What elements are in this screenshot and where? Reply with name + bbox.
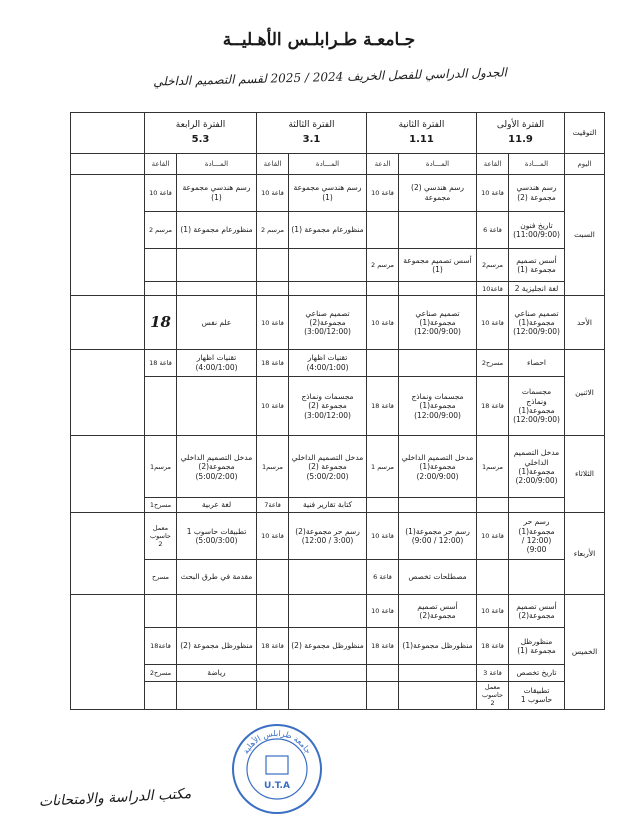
room-cell bbox=[145, 681, 177, 709]
stamp-ring-text: جامعة طرابلس الأهلية bbox=[241, 728, 313, 756]
room-cell: قاعة 10 bbox=[257, 512, 289, 559]
subject-cell bbox=[509, 560, 565, 595]
table-row bbox=[71, 512, 605, 559]
table-row bbox=[71, 436, 605, 498]
room-cell: مسرح2 bbox=[145, 665, 177, 681]
subject-cell: مدخل التصميم الداخلي مجموعة(1) (2:00/9:00) bbox=[399, 436, 477, 498]
subject-cell bbox=[177, 281, 257, 295]
subject-cell bbox=[399, 281, 477, 295]
table-row bbox=[71, 560, 605, 595]
subject-cell bbox=[289, 281, 367, 295]
subject-cell: تصميم صناعي مجموعة(1) (12:00/9:00) bbox=[399, 296, 477, 350]
room-cell: مرسم 2 bbox=[367, 248, 399, 281]
subject-cell: منظورظل مجموعة(1) bbox=[399, 628, 477, 665]
subject-cell: تصميم صناعي مجموعة(2) (3:00/12:00) bbox=[289, 296, 367, 350]
subject-cell: لغة انجليزية 2 bbox=[509, 281, 565, 295]
subject-cell: تاريخ تخصص bbox=[509, 665, 565, 681]
subject-cell bbox=[399, 665, 477, 681]
subject-cell: مجسمات ونماذج مجموعة(1) (12:00/9:00) bbox=[399, 376, 477, 436]
stamp-abbr: U.T.A bbox=[264, 781, 290, 791]
day-tuesday: الثلاثاء bbox=[565, 436, 605, 512]
subject-cell bbox=[177, 376, 257, 436]
subject-cell bbox=[289, 248, 367, 281]
subject-cell: أسس تصميم مجموعة(2) bbox=[399, 595, 477, 628]
subject-cell: مجسمات ونماذج مجموعة(1) (12:00/9:00) bbox=[509, 376, 565, 436]
room-cell: مرسم1 bbox=[145, 436, 177, 498]
subject-cell: تقنيات اظهار (4:00/1:00) bbox=[289, 349, 367, 376]
room-cell: مرسم 2 bbox=[257, 211, 289, 248]
subject-cell: مدخل التصميم الداخلي مجموعة(1) (2:00/9:00) bbox=[509, 436, 565, 498]
room-cell bbox=[257, 681, 289, 709]
room-header: الدعة bbox=[367, 154, 399, 175]
room-cell bbox=[367, 281, 399, 295]
subject-header: المـــادة bbox=[509, 154, 565, 175]
subject-cell: منظورعام مجموعة (1) bbox=[289, 211, 367, 248]
period-1-time: 11.9 bbox=[508, 133, 533, 145]
period-1-name: الفترة الأولى bbox=[496, 119, 545, 130]
room-cell: قاعة 10 bbox=[257, 174, 289, 211]
room-cell: قاعة 18 bbox=[257, 628, 289, 665]
row-spacer bbox=[71, 595, 145, 710]
room-cell bbox=[257, 248, 289, 281]
subject-cell: رسم هندسي (2) مجموعة bbox=[399, 174, 477, 211]
subject-cell: تطبيقات حاسوب 1 bbox=[509, 681, 565, 709]
room-cell: معمل حاسوب 2 bbox=[145, 512, 177, 559]
room-cell: قاعة 10 bbox=[477, 174, 509, 211]
room-cell: مرسم2 bbox=[477, 248, 509, 281]
column-header-row bbox=[71, 154, 605, 175]
room-cell bbox=[145, 281, 177, 295]
subject-cell bbox=[399, 681, 477, 709]
subject-cell: رسم هندسي مجموعة (1) bbox=[289, 174, 367, 211]
room-cell bbox=[367, 498, 399, 512]
table-row bbox=[71, 665, 605, 681]
room-cell bbox=[257, 560, 289, 595]
subject-cell: مدخل التصميم الداخلي مجموعة(2) (5:00/2:00) bbox=[177, 436, 257, 498]
row-spacer bbox=[71, 512, 145, 594]
room-cell: مرسم1 bbox=[257, 436, 289, 498]
subject-cell bbox=[399, 498, 477, 512]
subject-cell bbox=[399, 211, 477, 248]
subject-cell: احصاء bbox=[509, 349, 565, 376]
subject-cell: مجسمات ونماذج مجموعة (2) (3:00/12:00) bbox=[289, 376, 367, 436]
room-cell: قاعة 10 bbox=[367, 296, 399, 350]
room-cell bbox=[367, 211, 399, 248]
room-cell: قاعة 10 bbox=[477, 296, 509, 350]
table-row bbox=[71, 376, 605, 436]
subject-cell: تطبيقات حاسوب 1 (5:00/3:00) bbox=[177, 512, 257, 559]
table-row bbox=[71, 498, 605, 512]
period-2-name: الفترة الثانية bbox=[398, 119, 445, 130]
room-cell bbox=[477, 560, 509, 595]
table-row bbox=[71, 296, 605, 350]
table-row bbox=[71, 595, 605, 628]
room-cell: مسرح bbox=[145, 560, 177, 595]
subject-cell bbox=[177, 681, 257, 709]
room-cell: قاعة 10 bbox=[257, 296, 289, 350]
table-row bbox=[71, 681, 605, 709]
room-cell bbox=[367, 349, 399, 376]
day-thursday: الخميس bbox=[565, 595, 605, 710]
subject-cell: رسم حر مجموعة(2) (3:00 / 12:00) bbox=[289, 512, 367, 559]
room-header: القاعة bbox=[145, 154, 177, 175]
room-cell bbox=[257, 595, 289, 628]
day-saturday: السبت bbox=[565, 174, 605, 296]
subject-cell: رسم حر مجموعة(1) (12:00 / 9:00) bbox=[509, 512, 565, 559]
room-cell bbox=[367, 681, 399, 709]
room-cell-handwritten: 18 bbox=[145, 296, 177, 350]
room-cell: قاعة 3 bbox=[477, 665, 509, 681]
subject-cell bbox=[399, 349, 477, 376]
day-monday: الاثنين bbox=[565, 349, 605, 436]
room-cell: قاعة10 bbox=[477, 281, 509, 295]
room-cell: قاعة 10 bbox=[367, 512, 399, 559]
day-label: اليوم bbox=[565, 154, 605, 175]
room-cell: قاعة 10 bbox=[367, 595, 399, 628]
period-2-time: 1.11 bbox=[409, 133, 434, 145]
subject-cell bbox=[289, 665, 367, 681]
subject-cell: رياضة bbox=[177, 665, 257, 681]
period-1 bbox=[477, 113, 565, 154]
university-title: جـامعـة طـرابلـس الأهـليــة bbox=[222, 30, 416, 50]
subject-cell: منظورعام مجموعة (1) bbox=[177, 211, 257, 248]
subject-cell bbox=[289, 560, 367, 595]
subject-cell bbox=[509, 498, 565, 512]
period-4 bbox=[145, 113, 257, 154]
day-sunday: الأحد bbox=[565, 296, 605, 350]
table-row bbox=[71, 211, 605, 248]
subject-cell bbox=[289, 681, 367, 709]
row-spacer bbox=[71, 349, 145, 436]
room-cell bbox=[257, 665, 289, 681]
room-cell: قاعة 18 bbox=[145, 349, 177, 376]
subject-cell: مقدمة في طرق البحث bbox=[177, 560, 257, 595]
period-3-name: الفترة الثالثة bbox=[288, 119, 335, 130]
subject-header: المـــادة bbox=[177, 154, 257, 175]
subject-cell: أسس تصميم مجموعة(2) bbox=[509, 595, 565, 628]
subject-header: المـــادة bbox=[399, 154, 477, 175]
subject-header: المـــادة bbox=[289, 154, 367, 175]
table-row bbox=[71, 248, 605, 281]
room-cell bbox=[145, 376, 177, 436]
room-cell: مرسم1 bbox=[477, 436, 509, 498]
university-stamp bbox=[230, 722, 324, 816]
subject-cell: رسم حر مجموعة(1) (12:00 / 9:00) bbox=[399, 512, 477, 559]
header-spacer bbox=[71, 113, 145, 154]
room-header: القاعة bbox=[257, 154, 289, 175]
table-row bbox=[71, 628, 605, 665]
subject-cell: كتابة تقارير فنية bbox=[289, 498, 367, 512]
period-4-time: 5.3 bbox=[191, 133, 210, 145]
room-cell: قاعة 6 bbox=[367, 560, 399, 595]
row-spacer bbox=[71, 174, 145, 296]
room-cell: قاعة 6 bbox=[477, 211, 509, 248]
subject-cell: رسم هندسي مجموعة (1) bbox=[177, 174, 257, 211]
subject-cell: منظورظل مجموعة (2) bbox=[177, 628, 257, 665]
table-row bbox=[71, 281, 605, 295]
room-cell bbox=[145, 595, 177, 628]
room-cell: قاعة 18 bbox=[257, 349, 289, 376]
subject-cell: مصطلحات تخصص bbox=[399, 560, 477, 595]
room-cell: قاعة7 bbox=[257, 498, 289, 512]
room-cell: قاعة 10 bbox=[257, 376, 289, 436]
room-header: القاعة bbox=[477, 154, 509, 175]
schedule-subtitle: الجدول الدراسي للفصل الخريف 2024 / 2025 لقسم التصميم الداخلي bbox=[152, 65, 508, 89]
period-3-time: 3.1 bbox=[302, 133, 321, 145]
row-spacer bbox=[71, 296, 145, 350]
room-cell bbox=[257, 281, 289, 295]
subject-cell: أسس تصميم مجموعة (1) bbox=[399, 248, 477, 281]
room-cell: قاعة 10 bbox=[145, 174, 177, 211]
room-cell: قاعة 18 bbox=[477, 628, 509, 665]
table-row bbox=[71, 174, 605, 211]
stamp-building-icon bbox=[266, 756, 288, 774]
period-2 bbox=[367, 113, 477, 154]
room-cell: قاعة 18 bbox=[367, 376, 399, 436]
subject-cell: لغة عربية bbox=[177, 498, 257, 512]
room-cell bbox=[145, 248, 177, 281]
time-label: التوقيت bbox=[565, 113, 605, 154]
room-cell bbox=[477, 498, 509, 512]
schedule-table bbox=[70, 112, 605, 710]
subject-cell: تقنيات اظهار (4:00/1:00) bbox=[177, 349, 257, 376]
period-3 bbox=[257, 113, 367, 154]
room-cell: معمل حاسوب 2 bbox=[477, 681, 509, 709]
room-cell: مسرح1 bbox=[145, 498, 177, 512]
room-cell: مرسم 1 bbox=[367, 436, 399, 498]
room-cell bbox=[367, 665, 399, 681]
subject-cell: منظورظل مجموعة (1) bbox=[509, 628, 565, 665]
table-row bbox=[71, 349, 605, 376]
subject-cell: علم نفس bbox=[177, 296, 257, 350]
subject-cell: تاريخ فنون (11:00/9:00) bbox=[509, 211, 565, 248]
subject-cell: تصميم صناعي مجموعة(1) (12:00/9:00) bbox=[509, 296, 565, 350]
subject-cell: منظورظل مجموعة (2) bbox=[289, 628, 367, 665]
period-4-name: الفترة الرابعة bbox=[175, 119, 226, 130]
room-cell: قاعة 18 bbox=[367, 628, 399, 665]
room-cell: قاعة 10 bbox=[477, 512, 509, 559]
day-wednesday: الأربعاء bbox=[565, 512, 605, 594]
subject-cell: رسم هندسي مجموعة (2) bbox=[509, 174, 565, 211]
header-spacer bbox=[71, 154, 145, 175]
subject-cell bbox=[289, 595, 367, 628]
subject-cell: أسس تصميم مجموعة (1) bbox=[509, 248, 565, 281]
room-cell: قاعة 10 bbox=[477, 595, 509, 628]
room-cell: قاعة18 bbox=[145, 628, 177, 665]
room-cell: قاعة 10 bbox=[367, 174, 399, 211]
subject-cell bbox=[177, 595, 257, 628]
room-cell: قاعة 18 bbox=[477, 376, 509, 436]
subject-cell: مدخل التصميم الداخلي مجموعة (2) (5:00/2:00) bbox=[289, 436, 367, 498]
room-cell: مرسم 2 bbox=[145, 211, 177, 248]
room-cell: مسرح2 bbox=[477, 349, 509, 376]
subject-cell bbox=[177, 248, 257, 281]
row-spacer bbox=[71, 436, 145, 512]
period-header-row bbox=[71, 113, 605, 154]
office-signature: مكتب الدراسة والامتحانات bbox=[38, 786, 192, 810]
